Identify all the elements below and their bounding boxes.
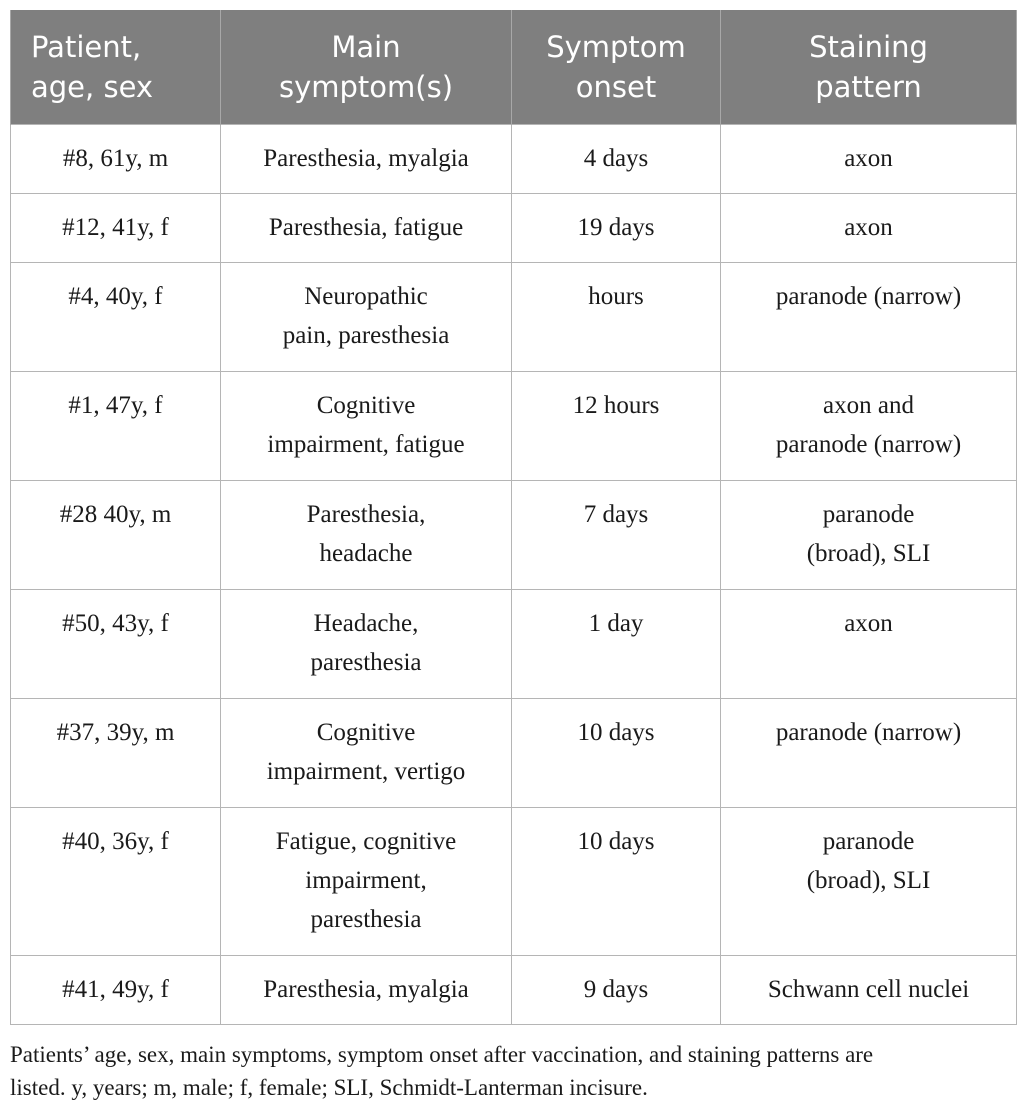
patient-text: #41, 49y, f xyxy=(62,975,169,1003)
caption-line2: listed. y, years; m, male; f, female; SLI, Schmidt-Lanterman incisure. xyxy=(10,1075,648,1100)
staining-text: paranode xyxy=(822,500,915,528)
symptoms-text: Fatigue, cognitive xyxy=(275,827,457,855)
staining-text: axon xyxy=(844,144,893,172)
header-staining-line1: Staining xyxy=(809,29,928,64)
table-row xyxy=(11,480,1017,589)
symptoms-text: pain, paresthesia xyxy=(282,321,450,349)
staining-cell xyxy=(721,480,1017,589)
table-row xyxy=(11,371,1017,480)
staining-text: Schwann cell nuclei xyxy=(767,975,970,1003)
symptoms-cell xyxy=(221,589,512,698)
onset-cell xyxy=(512,955,721,1024)
staining-text: paranode (narrow) xyxy=(775,430,962,458)
onset-cell xyxy=(512,480,721,589)
symptoms-text: paresthesia xyxy=(310,648,422,676)
symptoms-text: Cognitive xyxy=(316,718,416,746)
onset-text: 9 days xyxy=(583,975,649,1003)
symptoms-cell xyxy=(221,955,512,1024)
symptoms-cell xyxy=(221,193,512,262)
onset-cell xyxy=(512,124,721,193)
caption-line1: Patients’ age, sex, main symptoms, symptom onset after vaccination, and staining patterns are xyxy=(10,1042,874,1067)
symptoms-text: Headache, xyxy=(313,609,419,637)
patient-cell xyxy=(11,698,221,807)
header-symptom-onset xyxy=(512,10,721,124)
header-symptoms-line2: symptom(s) xyxy=(278,69,454,104)
table-caption xyxy=(10,1038,1016,1104)
symptoms-text: impairment, xyxy=(305,866,427,894)
header-onset-line2: onset xyxy=(575,69,657,104)
onset-cell xyxy=(512,807,721,955)
onset-text: 4 days xyxy=(583,144,649,172)
patient-text: #12, 41y, f xyxy=(62,213,169,241)
staining-text: paranode xyxy=(822,827,915,855)
symptoms-cell xyxy=(221,807,512,955)
staining-text: (broad), SLI xyxy=(806,866,931,894)
patient-cell xyxy=(11,955,221,1024)
staining-text: (broad), SLI xyxy=(806,539,931,567)
header-onset-line1: Symptom xyxy=(546,29,686,64)
symptoms-text: Cognitive xyxy=(316,391,416,419)
table-row xyxy=(11,955,1017,1024)
patient-cell xyxy=(11,589,221,698)
onset-text: 19 days xyxy=(577,213,655,241)
patient-text: #40, 36y, f xyxy=(62,827,169,855)
table-row xyxy=(11,193,1017,262)
table-row xyxy=(11,262,1017,371)
onset-text: hours xyxy=(588,282,644,310)
header-staining-line2: pattern xyxy=(815,69,922,104)
table-row xyxy=(11,124,1017,193)
patient-cell xyxy=(11,480,221,589)
staining-text: paranode (narrow) xyxy=(775,718,962,746)
staining-text: axon and xyxy=(823,391,914,419)
symptoms-cell xyxy=(221,262,512,371)
patient-text: #28 40y, m xyxy=(59,500,172,528)
symptoms-text: impairment, vertigo xyxy=(266,757,466,785)
patient-cell xyxy=(11,193,221,262)
header-patient xyxy=(11,10,221,124)
symptoms-text: Paresthesia, xyxy=(306,500,426,528)
table-row xyxy=(11,698,1017,807)
staining-cell xyxy=(721,698,1017,807)
onset-cell xyxy=(512,589,721,698)
symptoms-text: impairment, fatigue xyxy=(267,430,465,458)
onset-text: 7 days xyxy=(583,500,649,528)
patient-text: #37, 39y, m xyxy=(56,718,175,746)
patient-cell xyxy=(11,807,221,955)
onset-cell xyxy=(512,193,721,262)
header-staining-pattern xyxy=(721,10,1017,124)
symptoms-text: Paresthesia, fatigue xyxy=(268,213,464,241)
header-main-symptoms xyxy=(221,10,512,124)
onset-cell xyxy=(512,371,721,480)
symptoms-cell xyxy=(221,124,512,193)
header-patient-line1: Patient, xyxy=(31,29,142,64)
patient-cell xyxy=(11,262,221,371)
staining-text: axon xyxy=(844,213,893,241)
symptoms-cell xyxy=(221,480,512,589)
staining-cell xyxy=(721,807,1017,955)
symptoms-text: paresthesia xyxy=(310,905,422,933)
onset-text: 1 day xyxy=(588,609,644,637)
onset-cell xyxy=(512,262,721,371)
onset-cell xyxy=(512,698,721,807)
staining-cell xyxy=(721,124,1017,193)
staining-text: axon xyxy=(844,609,893,637)
staining-cell xyxy=(721,955,1017,1024)
symptoms-text: Neuropathic xyxy=(304,282,428,310)
header-row xyxy=(11,10,1017,124)
staining-cell xyxy=(721,193,1017,262)
patient-text: #8, 61y, m xyxy=(62,144,169,172)
patient-text: #1, 47y, f xyxy=(68,391,163,419)
symptoms-text: Paresthesia, myalgia xyxy=(263,144,469,172)
header-symptoms-line1: Main xyxy=(331,29,401,64)
table-container xyxy=(10,10,1016,1025)
staining-text: paranode (narrow) xyxy=(775,282,962,310)
patient-table xyxy=(10,10,1017,1025)
patient-text: #50, 43y, f xyxy=(62,609,169,637)
onset-text: 10 days xyxy=(577,718,655,746)
table-row xyxy=(11,589,1017,698)
onset-text: 12 hours xyxy=(572,391,660,419)
table-row xyxy=(11,807,1017,955)
onset-text: 10 days xyxy=(577,827,655,855)
staining-cell xyxy=(721,262,1017,371)
symptoms-cell xyxy=(221,371,512,480)
patient-cell xyxy=(11,371,221,480)
header-patient-line2: age, sex xyxy=(31,69,154,104)
staining-cell xyxy=(721,589,1017,698)
symptoms-cell xyxy=(221,698,512,807)
patient-cell xyxy=(11,124,221,193)
patient-text: #4, 40y, f xyxy=(68,282,163,310)
symptoms-text: headache xyxy=(319,539,413,567)
staining-cell xyxy=(721,371,1017,480)
symptoms-text: Paresthesia, myalgia xyxy=(263,975,469,1003)
